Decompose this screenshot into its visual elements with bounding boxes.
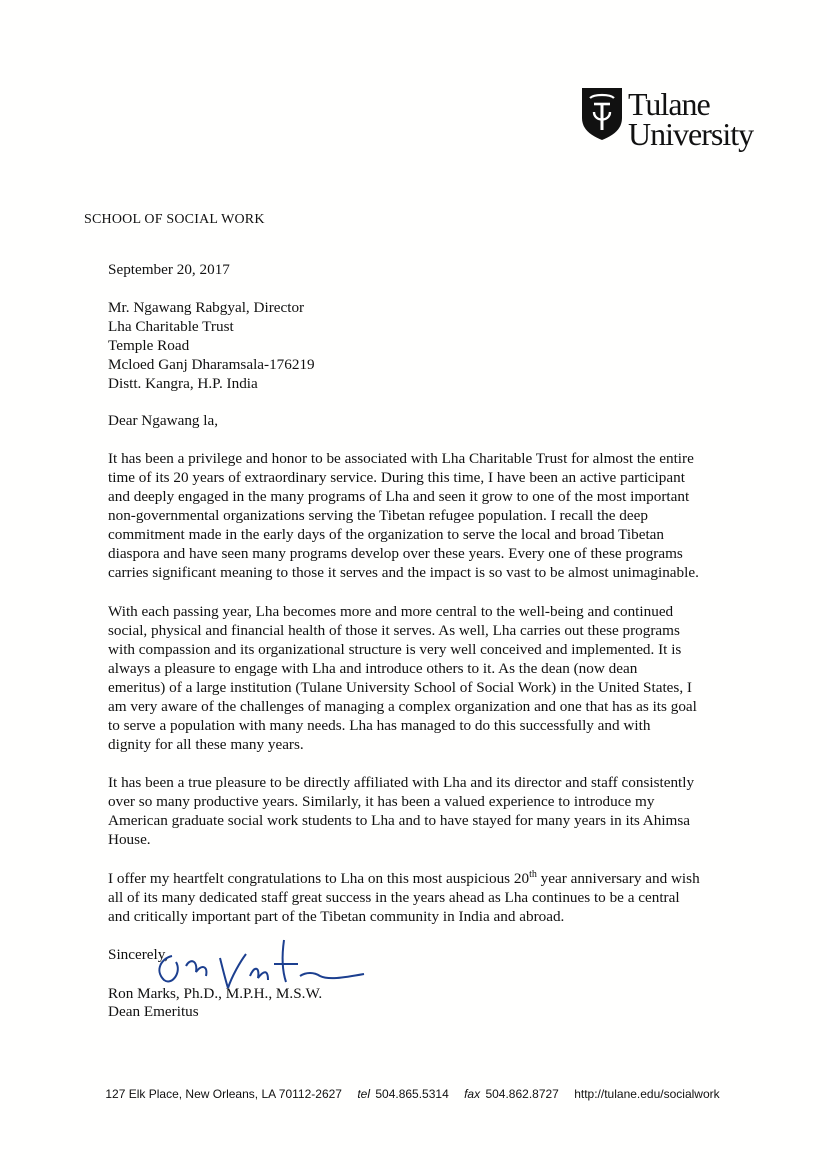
paragraph-line: With each passing year, Lha becomes more and more central to the well-being and continued <box>108 603 674 620</box>
body-paragraph-1 <box>108 449 768 582</box>
address-line: Mr. Ngawang Rabgyal, Director <box>108 299 305 316</box>
paragraph-line: social, physical and financial health of those it serves. As well, Lha carries out these programs <box>108 622 680 639</box>
paragraph-text: year anniversary and wish <box>536 870 700 887</box>
paragraph-line: non-governmental organizations serving the Tibetan refugee population. I recall the deep <box>108 507 648 524</box>
footer-address: 127 Elk Place, New Orleans, LA 70112-2627 <box>105 1087 342 1101</box>
address-line: Distt. Kangra, H.P. India <box>108 375 258 392</box>
signer-title: Dean Emeritus <box>108 1003 199 1020</box>
paragraph-line: over so many productive years. Similarly, it has been a valued experience to introduce my <box>108 793 655 810</box>
paragraph-line: all of its many dedicated staff great success in the years ahead as Lha continues to be a central <box>108 889 680 906</box>
paragraph-line: time of its 20 years of extraordinary service. During this time, I have been an active participant <box>108 469 685 486</box>
signer-name: Ron Marks, Ph.D., M.P.H., M.S.W. <box>108 985 323 1002</box>
paragraph-line: diaspora and have seen many programs develop over these years. Every one of these programs <box>108 545 683 562</box>
footer-fax: 504.862.8727 <box>485 1087 559 1101</box>
footer-fax-label: fax <box>464 1087 481 1101</box>
paragraph-line: always a pleasure to engage with Lha and introduce others to it. As the dean (now dean <box>108 660 638 677</box>
footer-tel-label: tel <box>357 1087 370 1101</box>
ordinal-suffix: th <box>529 869 537 880</box>
paragraph-line: and deeply engaged in the many programs of Lha and seen it grow to one of the most important <box>108 488 690 505</box>
logo-wordmark-university: University <box>628 116 754 152</box>
tulane-shield-icon <box>582 88 622 140</box>
paragraph-line: am very aware of the challenges of managing a complex organization and one that has as its goal <box>108 698 697 715</box>
paragraph-line: and critically important part of the Tibetan community in India and abroad. <box>108 908 565 925</box>
paragraph-line: with compassion and its organizational structure is very well conceived and implemented. It is <box>108 641 682 658</box>
letter-date: September 20, 2017 <box>108 261 230 278</box>
school-heading: SCHOOL OF SOCIAL WORK <box>84 212 265 227</box>
paragraph-line: carries significant meaning to those it serves and the impact is so vast to be almost unimaginable. <box>108 564 699 581</box>
address-line: Lha Charitable Trust <box>108 318 234 335</box>
paragraph-line: House. <box>108 831 151 848</box>
paragraph-line: emeritus) of a large institution (Tulane University School of Social Work) in the United States, I <box>108 679 692 696</box>
body-paragraph-2 <box>108 602 768 754</box>
paragraph-line: American graduate social work students to Lha and to have stayed for many years in its Ahimsa <box>108 812 691 829</box>
address-line: Temple Road <box>108 337 190 354</box>
closing: Sincerely, <box>108 946 169 963</box>
address-line: Mcloed Ganj Dharamsala-176219 <box>108 356 315 373</box>
body-paragraph-4 <box>108 869 768 926</box>
salutation: Dear Ngawang la, <box>108 412 219 429</box>
body-paragraph-3 <box>108 773 768 849</box>
paragraph-line: commitment made in the early days of the organization to serve the local and broad Tibetan <box>108 526 665 543</box>
tulane-logo <box>582 88 792 158</box>
letterhead-footer <box>0 1087 827 1101</box>
paragraph-line <box>108 869 768 888</box>
paragraph-text: I offer my heartfelt congratulations to Lha on this most auspicious 20 <box>108 870 530 887</box>
logo-wordmark-tulane: Tulane <box>628 86 710 122</box>
footer-tel: 504.865.5314 <box>375 1087 449 1101</box>
paragraph-line: It has been a privilege and honor to be associated with Lha Charitable Trust for almost the entire <box>108 450 694 467</box>
paragraph-line: to serve a population with many needs. Lha has managed to do this successfully and with <box>108 717 651 734</box>
paragraph-line: dignity for all these many years. <box>108 736 304 753</box>
paragraph-line: It has been a true pleasure to be directly affiliated with Lha and its director and staff consistently <box>108 774 695 791</box>
footer-url: http://tulane.edu/socialwork <box>574 1087 720 1101</box>
recipient-address <box>108 298 315 393</box>
